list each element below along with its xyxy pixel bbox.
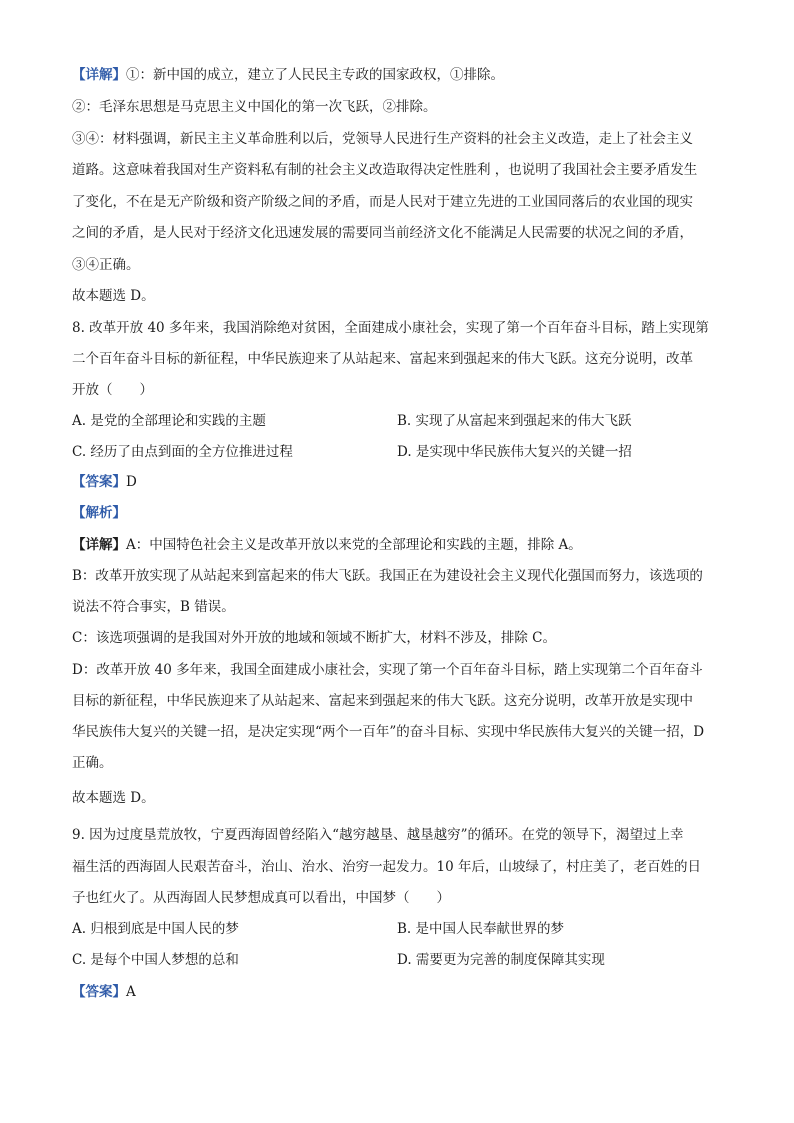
q8-conclusion-line: 故本题选 D。 [72, 790, 155, 806]
q8-option-a: A. 是党的全部理论和实践的主题 [72, 413, 266, 429]
answer-value: D [126, 474, 137, 490]
q8-option-b: B. 实现了从富起来到强起来的伟大飞跃 [397, 413, 632, 429]
q9-option-d: D. 需要更为完善的制度保障其实现 [397, 952, 605, 968]
q9-option-a: A. 归根到底是中国人民的梦 [72, 921, 239, 937]
q9-option-c: C. 是每个中国人梦想的总和 [72, 952, 239, 968]
q9-stem-line-3: 子也红火了。从西海固人民梦想成真可以看出，中国梦（ ） [72, 890, 450, 906]
q9-option-b: B. 是中国人民奉献世界的梦 [397, 921, 565, 937]
detail-line-4: 道路。这意味着我国对生产资料私有制的社会主义改造取得决定性胜利 ，也说明了我国社会主要矛盾发生 [72, 162, 698, 178]
analysis-tag: 【解析】 [72, 505, 126, 521]
detail-paragraph-line-1 [72, 65, 504, 85]
detail-text: A：中国特色社会主义是改革开放以来党的全部理论和实践的主题，排除 A。 [126, 537, 582, 553]
q8-detail-line-3: 说法不符合事实，B 错误。 [72, 599, 235, 615]
q8-option-d: D. 是实现中华民族伟大复兴的关键一招 [397, 444, 632, 460]
detail-line-3: ③④：材料强调，新民主主义革命胜利以后，党领导人民进行生产资料的社会主义改造，走上了社会主义 [72, 131, 693, 147]
conclusion-line: 故本题选 D。 [72, 288, 155, 304]
q8-stem-line-1: 8. 改革开放 40 多年来，我国消除绝对贫困，全面建成小康社会，实现了第一个百年奋斗目标，踏上实现第 [72, 320, 709, 336]
detail-line-6: 之间的矛盾，是人民对于经济文化迅速发展的需要同当前经济文化不能满足人民需要的状况之间的矛盾， [72, 225, 693, 241]
answer-value: A [126, 984, 136, 1000]
q8-analysis-line [72, 503, 126, 523]
detail-line-7: ③④正确。 [72, 257, 140, 273]
q8-stem-line-2: 二个百年奋斗目标的新征程，中华民族迎来了从站起来、富起来到强起来的伟大飞跃。这充分说明，改革 [72, 351, 693, 367]
q8-detail-line-4: C：该选项强调的是我国对外开放的地域和领域不断扩大，材料不涉及，排除 C。 [72, 630, 556, 646]
q8-detail-line-2: B：改革开放实现了从站起来到富起来的伟大飞跃。我国正在为建设社会主义现代化强国而努力，该选项的 [72, 568, 703, 584]
detail-line-5: 了变化，不在是无产阶级和资产阶级之间的矛盾，而是人民对于建立先进的工业国同落后的农业国的现实 [72, 194, 693, 210]
q8-detail-line-8: 正确。 [72, 755, 113, 771]
q9-stem-line-2: 福生活的西海固人民艰苦奋斗，治山、治水、治穷一起发力。10 年后，山坡绿了，村庄美了，老百姓的日 [72, 859, 701, 875]
answer-tag: 【答案】 [72, 984, 126, 1000]
q8-detail-line-1 [72, 535, 582, 555]
detail-tag: 【详解】 [72, 67, 126, 83]
q9-stem-line-1: 9. 因为过度垦荒放牧，宁夏西海固曾经陷入“越穷越垦、越垦越穷”的循环。在党的领导下，渴望过上幸 [72, 827, 684, 843]
answer-tag: 【答案】 [72, 474, 126, 490]
q8-stem-line-3: 开放（ ） [72, 382, 153, 398]
detail-tag: 【详解】 [72, 537, 126, 553]
q8-option-c: C. 经历了由点到面的全方位推进过程 [72, 444, 293, 460]
q8-detail-line-5: D：改革开放 40 多年来，我国全面建成小康社会，实现了第一个百年奋斗目标，踏上实现第二个百年奋斗 [72, 662, 703, 678]
detail-text: ①：新中国的成立，建立了人民民主专政的国家政权，①排除。 [126, 67, 504, 83]
q8-answer-line [72, 472, 137, 492]
q9-answer-line [72, 982, 136, 1002]
q8-detail-line-6: 目标的新征程，中华民族迎来了从站起来、富起来到强起来的伟大飞跃。这充分说明，改革开放是实现中 [72, 693, 693, 709]
detail-line-2: ②：毛泽东思想是马克思主义中国化的第一次飞跃，②排除。 [72, 99, 437, 115]
q8-detail-line-7: 华民族伟大复兴的关键一招，是决定实现“两个一百年”的奋斗目标、实现中华民族伟大复兴的关键一招，D [72, 724, 705, 740]
